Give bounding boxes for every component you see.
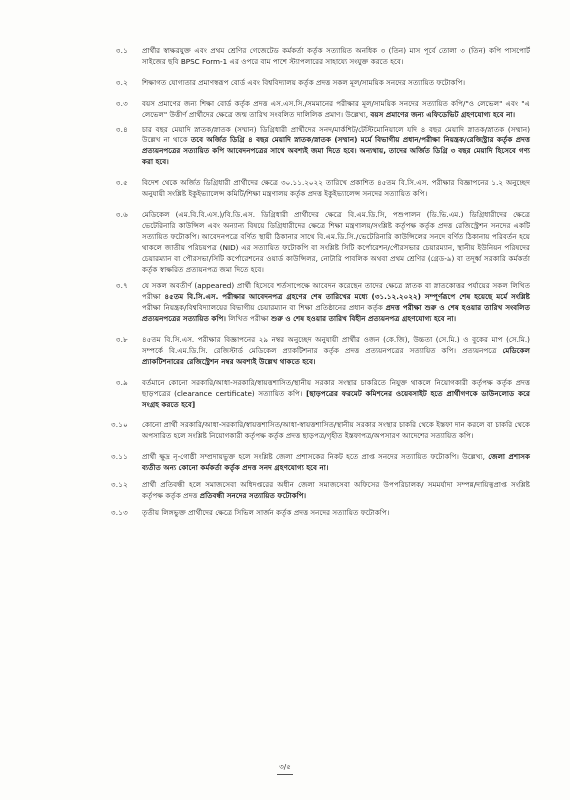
item-number: ৩.১০ [110,420,128,430]
bold-text: বয়স প্রমাণের জন্য এফিডেভিট গ্রহণযোগ্য হবে না। [370,109,516,119]
item-number: ৩.২ [115,77,128,87]
text-segment: প্রার্থী ক্ষুদ্র নৃ-গোষ্ঠী সম্প্রদায়ভুক্ত হলে সংশ্লিষ্ট জেলা প্রশাসকের নিকট হতে প্রাপ্ত সনদের সত্যায়িত ফটোকপি। উল্লেখ্য, [142,452,489,462]
bold-text: [ছাড়পত্রের ফরমেট কমিশনের ওয়েবসাইট হতে প্রার্থীগণকে ডাউনলোড করে সংগ্রহ করতে হবে] [142,388,530,409]
item-text [142,178,530,200]
item-number: ৩.৩ [115,98,128,108]
list-item [0,125,530,169]
text-segment: বয়স প্রমাণের জন্য শিক্ষা বোর্ড কর্তৃক প্রদত্ত এস.এস.সি./সমমানের পরীক্ষার মূল/সাময়িক সনদের সত্যায়িত কপি/"ও লেভেল" এবং "এ লেভেল" উত্তীর্ণ প্রার্থীদের ক্ষেত্রে জন্ম তারিখ সংবলিত দালিলিক প্রমাণ। উল্লেখ্য, [142,98,530,119]
item-text [142,281,530,325]
list-item [0,178,530,200]
item-text [142,46,530,68]
bold-text: শুরু ও শেষ হওয়ার তারিখ বিহীন প্রত্যয়নপত্র গ্রহণযোগ্য হবে না। [271,314,457,324]
item-number: ৩.৫ [115,178,128,188]
list-item [0,210,530,275]
list-item [0,99,530,121]
text-segment: বিদেশ থেকে অর্জিত ডিগ্রিধারী প্রার্থীদের ক্ষেত্রে ৩০.১১.২০২২ তারিখে প্রকাশিত ৪৫তম বি.সি.এস. পরীক্ষার বিজ্ঞাপনের ১.২ অনুচ্ছেদ অনুযায়ী সংশ্লিষ্ট ইকুইভ্যালেন্স কমিটি/শিক্ষা মন্ত্রণালয় কর্তৃক প্রদত্ত ইকুইভ্যালেন্স সনদের সত্যায়িত কপি। [142,178,530,199]
item-number: ৩.৭ [115,281,128,291]
bold-text: মেডিকেল প্র্যাকটিশনারের রেজিস্ট্রেশন নম্বর অবশ্যই উল্লেখ থাকতে হবে। [142,345,530,366]
text-segment: মেডিকেল (এম.বি.বি.এস.)/বি.ডি.এস. ডিগ্রিধারী প্রার্থীদের ক্ষেত্রে বি.এম.ডি.সি, পশুপালন (ডি.ভি.এম.) ডিগ্রিধারীদের ক্ষেত্রে ভেটেরিনারি কাউন্সিল এবং অন্যান্য বিষয়ে ডিগ্রিধারীদের ক্ষেত্রে শিক্ষা মন্ত্রণালয়/সংশ্লিষ্ট কর্তৃপক্ষ কর্তৃক প্রদত্ত রেজিস্ট্রেশন সনদের একটি সত্যায়িত ফটোকপি। আবেদনপত্রে বর্ণিত স্থায়ী ঠিকানার সাথে বি.এম.ডি.সি./ভেটেরিনারি কাউন্সিলের সনদে বর্ণিত ঠিকানায় পরিবর্তন হয়ে থাকলে জাতীয় পরিচয়পত্র (NID) এর সত্যায়িত ফটোকপি বা সংশ্লিষ্ট সিটি কর্পোরেশন/পৌরসভার চেয়ারম্যান, স্থানীয় ইউনিয়ন পরিষদের চেয়ারম্যান বা পৌরসভা/সিটি কর্পোরেশনের ওয়ার্ড কাউন্সিলর, নোটারি পাবলিক অথবা প্রথম শ্রেণির (গ্রেড-৯) বা তদূর্ধ্ব সরকারি কর্মকর্তা কর্তৃক স্বাক্ষরিত প্রত্যয়নপত্র জমা দিতে হবে। [142,209,530,274]
text-segment: যে সকল অবতীর্ণ (appeared) প্রার্থী হিসেবে শর্তসাপেক্ষে আবেদন করেছেন তাদের ক্ষেত্রে স্নাতক বা স্নাতকোত্তর পর্যায়ের সকল লিখিত পরীক্ষা [142,281,530,302]
item-number: ৩.৮ [115,335,128,345]
list-item [0,78,530,89]
page-footer [0,762,570,775]
item-number: ৩.১১ [110,452,128,462]
text-segment: ৪৫তম বি.সি.এস. পরীক্ষার বিজ্ঞাপনের ২৯ নম্বর অনুচ্ছেদ অনুযায়ী প্রার্থীর ওজন (কে.জি), উচ্চতা (সে.মি.) ও বুকের মাপ (সে.মি.) সম্পর্কে বি.এম.ডি.সি. রেজিস্টার্ড মেডিকেল প্র্যাকটিশনার কর্তৃক প্রদত্ত প্রত্যয়নপত্রের সত্যায়িত কপি। প্রত্যয়নপত্রে [142,335,530,355]
text-segment: তৃতীয় লিঙ্গভুক্ত প্রার্থীদের ক্ষেত্রে সিভিল সার্জন কর্তৃক প্রদত্ত সনদের সত্যায়িত ফটোকপি। [142,507,390,517]
item-text [142,99,530,121]
item-text [142,78,530,89]
text-segment: প্রার্থী প্রতিবন্ধী হলে সমাজসেবা অধিদপ্তরের অধীন জেলা সমাজসেবা অফিসের উপপরিচালক/ সমমর্যাদা সম্পন্ন/দায়িত্বপ্রাপ্ত সংশ্লিষ্ট কর্তৃপক্ষ কর্তৃক প্রদত্ত [142,480,530,500]
item-text [142,210,530,275]
bold-text: তবে অর্জিত ডিগ্রি ৪ বছর মেয়াদি স্নাতক/স্নাতক (সম্মান) মর্মে বিভাগীয় প্রধান/পরীক্ষা নিয়ন্ত্রক/রেজিস্ট্রার কর্তৃক প্রদত্ত প্রত্যয়নপত্রের সত্যায়িত কপি আবেদনপত্রের সাথে অবশ্যই জমা দিতে হবে। অন্যথায়, তাদের অর্জিত ডিগ্রি ৩ বছর মেয়াদি হিসেবে গণ্য করা হবে। [142,135,531,167]
bold-text: প্রদত্ত পরীক্ষা শুরু ও শেষ হওয়ার তারিখ সংবলিত প্রত্যয়নপত্রের সত্যায়িত কপি। [142,303,530,324]
requirements-list [0,46,530,519]
item-number: ৩.৪ [115,124,128,134]
text-segment: কোনো প্রার্থী সরকারি/আধা-সরকারি/স্বায়ত্তশাসিত/আধা-স্বায়ত্তশাসিত/স্থানীয় সরকার সংস্থার চাকরি থেকে ইস্তফা দান করলে বা চাকরি থেকে অপসারিত হলে সংশ্লিষ্ট নিয়োগকারী কর্তৃপক্ষ কর্তৃক প্রদত্ত ছাড়পত্র/গৃহীত ইস্তফাপত্র/অপসারণ আদেশের সত্যায়িত কপি। [142,420,530,441]
item-number: ৩.৯ [115,377,128,387]
item-text [142,480,530,502]
text-segment: বর্তমানে কোনো সরকারি/আধা-সরকারি/স্বায়ত্তশাসিত/স্থানীয় সরকার সংস্থার চাকরিতে নিযুক্ত থাকলে নিয়োগকারী কর্তৃপক্ষ কর্তৃক প্রদত্ত ছাড়পত্রের (clearance certificate) সত্যায়িত কপি। [142,377,530,398]
text-segment: প্রার্থীর স্বাক্ষরযুক্ত এবং প্রথম শ্রেণির গেজেটেড কর্মকর্তা কর্তৃক সত্যায়িত অনধিক ৩ (তিন) মাস পূর্বে তোলা ৩ (তিন) কপি পাসপোর্ট সাইজের ছবি BPSC Form-1 এর ওপরে বাম পাশে স্ট্যাপলারের সাহায্যে সংযুক্ত করতে হবে। [142,46,530,66]
item-number: ৩.১২ [110,480,128,490]
list-item [0,281,530,325]
item-number: ৩.৬ [115,209,128,219]
bold-text: প্রতিবন্ধী সনদের সত্যায়িত ফটোকপি। [199,491,307,500]
text-segment: চার বছর মেয়াদি স্নাতক/স্নাতক (সম্মান) ডিগ্রিধারী প্রার্থীদের সনদ/মার্কশিট/টেস্টিমোনিয়ালে যদি ৪ বছর মেয়াদি স্নাতক/স্নাতক (সম্মান) উল্লেখ না থাকে [142,124,530,145]
list-item [0,335,530,368]
item-text [142,125,530,169]
list-item [0,378,530,411]
item-text [142,508,530,519]
list-item [0,420,530,442]
item-text [142,420,530,442]
page-number: ৩/৫ [277,762,293,775]
item-number: ৩.১ [115,46,128,55]
item-text [142,452,530,474]
list-item [0,480,530,502]
item-number: ৩.১৩ [110,507,128,517]
text-segment: শিক্ষাগত যোগ্যতার প্রমাণস্বরূপ বোর্ড এবং বিশ্ববিদ্যালয় কর্তৃক প্রদত্ত সকল মূল/সাময়িক সনদের সত্যায়িত ফটোকপি। [142,77,466,87]
list-item [0,508,530,519]
list-item [0,452,530,474]
item-text [142,378,530,411]
item-text [142,335,530,368]
bold-text: ৪৫তম বি.সি.এস. পরীক্ষার আবেদনপত্র গ্রহণের শেষ তারিখের মধ্যে (৩১.১২.২০২২) সম্পূর্ণরূপে শেষ হয়েছে মর্মে সংশ্লিষ্ট [164,292,530,302]
text-segment: লিখিত পরীক্ষা [225,314,272,324]
text-segment: পরীক্ষা নিয়ন্ত্রক/বিশ্ববিদ্যালয়ের বিভাগীয় চেয়ারম্যান বা শিক্ষা প্রতিষ্ঠানের প্রধান কর্তৃক [142,303,386,313]
bold-text: জেলা প্রশাসক ব্যতীত অন্য কোনো কর্মকর্তা কর্তৃক প্রদত্ত সনদ গ্রহণযোগ্য হবে না। [142,452,530,473]
list-item [0,46,530,68]
